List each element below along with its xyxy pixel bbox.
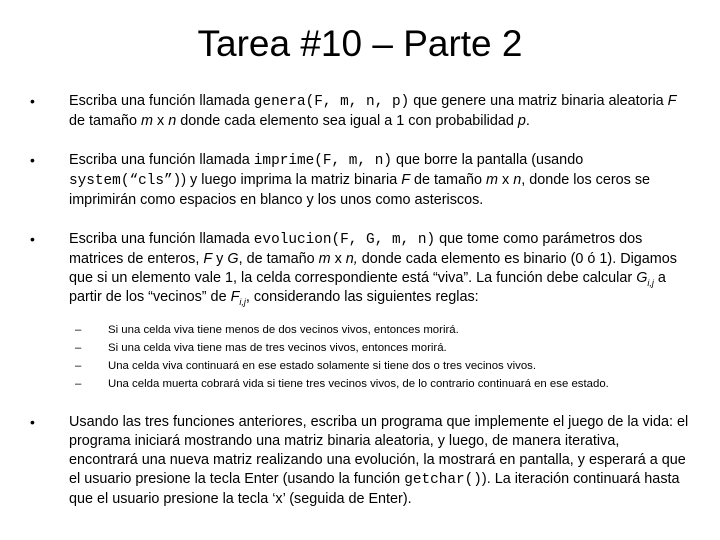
- text-segment: x: [330, 251, 346, 267]
- var-F: F: [401, 172, 410, 188]
- text-segment: de tamaño: [410, 172, 487, 188]
- text-segment: , considerando las siguientes reglas:: [245, 289, 479, 305]
- var-F: F: [667, 93, 677, 109]
- text-segment: que genere una matriz binaria aleatoria: [409, 93, 668, 109]
- var-F-ij: F: [230, 289, 240, 305]
- rule-text: Una celda viva continuará en ese estado solamente si tiene dos o tres vecinos vivos.: [108, 360, 537, 372]
- var-m: m: [318, 251, 331, 267]
- code-evolucion: evolucion(F, G, m, n): [253, 232, 436, 248]
- bullet-marker: •: [30, 152, 35, 168]
- subscript-ij: i,j: [239, 296, 246, 307]
- var-n: n: [168, 113, 177, 129]
- code-imprime: imprime(F, m, n): [253, 153, 392, 169]
- text-segment: ). La iteración continuará hasta que el usuario presione la tecla ‘x’ (seguida de Enter).: [69, 471, 680, 507]
- text-segment: Escriba una función llamada: [69, 231, 254, 247]
- text-segment: Usando las tres funciones anteriores, escriba un programa que implemente el juego de la vida: el programa iniciará mostrando una matriz binaria aleatoria, y luego, de manera iterativa, encontrará una nueva matriz realizando una evolución, la mostrará en pantalla, y esperará a que el usuario presione la tecla Enter (usando la función: [69, 414, 689, 487]
- bullet-marker: •: [30, 93, 35, 109]
- text-segment: donde cada elemento sea igual a 1 con probabilidad: [176, 113, 518, 129]
- task-genera: [30, 92, 692, 131]
- rule-item: [69, 357, 692, 375]
- text-segment: que tome como parámetros dos matrices de enteros,: [69, 231, 643, 267]
- var-m: m: [486, 172, 499, 188]
- var-F: F: [203, 251, 213, 267]
- code-genera: genera(F, m, n, p): [253, 94, 410, 110]
- bullet-marker: •: [30, 231, 35, 247]
- task-evolucion: [30, 230, 692, 393]
- text-segment: de tamaño: [69, 113, 142, 129]
- text-segment: que borre la pantalla (usando: [391, 152, 584, 168]
- rule-item: [69, 321, 692, 339]
- code-getchar: getchar(): [404, 472, 482, 488]
- dash-marker: –: [75, 342, 82, 354]
- rule-item: [69, 339, 692, 357]
- slide-title: Tarea #10 – Parte 2: [197, 23, 523, 64]
- rule-text: Si una celda viva tiene menos de dos vecinos vivos, entonces morirá.: [108, 324, 459, 336]
- text-segment: ) y luego imprima la matriz binaria: [181, 172, 402, 188]
- text-segment: a partir de los “vecinos” de: [69, 270, 666, 305]
- task-programa: [30, 413, 692, 509]
- text-segment: x: [498, 172, 514, 188]
- text-segment: donde cada elemento es binario (0 ó 1). Digamos que si un elemento vale 1, la celda correspondiente está “viva”. La función debe calcular: [69, 251, 677, 286]
- var-m: m: [141, 113, 154, 129]
- text-segment: , de tamaño: [238, 251, 319, 267]
- rule-text: Si una celda viva tiene mas de tres vecinos vivos, entonces morirá.: [108, 342, 447, 354]
- var-n: n,: [345, 251, 358, 267]
- rule-text: Una celda muerta cobrará vida si tiene tres vecinos vivos, de lo contrario continuará en ese estado.: [108, 378, 609, 390]
- dash-marker: –: [75, 360, 82, 372]
- dash-marker: –: [75, 378, 82, 390]
- bullet-marker: •: [30, 414, 35, 430]
- var-n: n: [513, 172, 522, 188]
- rules-list: [69, 321, 692, 393]
- text-segment: Escriba una función llamada: [69, 152, 254, 168]
- var-G-ij: G: [636, 270, 648, 286]
- text-segment: , donde los ceros se imprimirán como espacios en blanco y los unos como asteriscos.: [69, 172, 651, 208]
- code-system-cls: system(“cls”): [69, 173, 182, 189]
- subscript-ij: i,j: [647, 277, 654, 288]
- task-imprime: [30, 151, 692, 210]
- dash-marker: –: [75, 324, 82, 336]
- text-segment: .: [525, 113, 530, 129]
- text-segment: y: [212, 251, 228, 267]
- task-list: [30, 92, 692, 509]
- rule-item: [69, 375, 692, 393]
- text-segment: Escriba una función llamada: [69, 93, 254, 109]
- var-G: G: [227, 251, 239, 267]
- var-p: p: [517, 113, 526, 129]
- text-segment: x: [153, 113, 169, 129]
